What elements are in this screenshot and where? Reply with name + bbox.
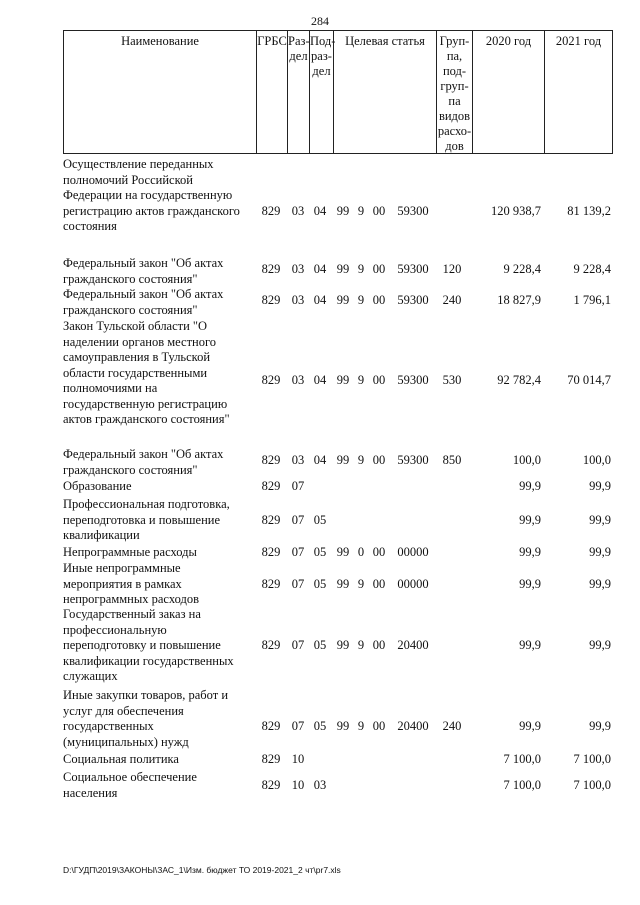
row-grbs: 829 bbox=[261, 719, 281, 733]
row-grbs: 829 bbox=[261, 577, 281, 591]
row-c4: 59300 bbox=[397, 204, 429, 218]
row-vr: 850 bbox=[442, 453, 462, 467]
row-pr: 04 bbox=[313, 293, 327, 307]
row-v2020: 99,9 bbox=[519, 513, 541, 527]
row-c2: 9 bbox=[357, 293, 365, 307]
row-name: Иные закупки товаров, работ и услуг для обеспечения государственных (муниципальных) нужд bbox=[63, 688, 229, 749]
row-c2: 9 bbox=[357, 373, 365, 387]
header-name-label: Наименование bbox=[121, 34, 199, 48]
row-pr: 03 bbox=[313, 778, 327, 792]
row-rz: 07 bbox=[291, 577, 305, 591]
header-2020-label: 2020 год bbox=[485, 34, 532, 48]
row-v2020: 99,9 bbox=[519, 479, 541, 493]
row-name: Закон Тульской области "О наделении органов местного самоуправления в Тульской области государственными полномочиями на государственную регистрацию актов гражданского состояния" bbox=[63, 319, 230, 426]
row-c4: 20400 bbox=[397, 719, 429, 733]
row-pr: 04 bbox=[313, 453, 327, 467]
row-rz: 07 bbox=[291, 719, 305, 733]
row-c1: 99 bbox=[336, 577, 350, 591]
row-name: Федеральный закон "Об актах гражданского состояния" bbox=[63, 447, 224, 477]
row-c1: 99 bbox=[336, 262, 350, 276]
row-v2021: 81 139,2 bbox=[567, 204, 611, 218]
row-name: Образование bbox=[63, 479, 132, 493]
row-v2021: 99,9 bbox=[589, 577, 611, 591]
row-v2020: 92 782,4 bbox=[497, 373, 541, 387]
row-rz: 10 bbox=[291, 778, 305, 792]
header-name bbox=[64, 31, 256, 153]
file-path-footer: D:\ГУДП\2019\ЗАКОНЫ\ЗАС_1\Изм. бюджет ТО 2019-2021_2 чт\pr7.xls bbox=[63, 865, 341, 875]
row-c3: 00 bbox=[372, 719, 386, 733]
row-c3: 00 bbox=[372, 453, 386, 467]
row-c3: 00 bbox=[372, 545, 386, 559]
row-rz: 10 bbox=[291, 752, 305, 766]
header-target-label: Целевая статья bbox=[345, 34, 425, 48]
row-c4: 00000 bbox=[397, 577, 429, 591]
row-v2021: 7 100,0 bbox=[573, 778, 611, 792]
row-c3: 00 bbox=[372, 638, 386, 652]
row-pr: 04 bbox=[313, 262, 327, 276]
row-rz: 03 bbox=[291, 204, 305, 218]
row-v2020: 99,9 bbox=[519, 545, 541, 559]
header-2021 bbox=[544, 31, 612, 153]
row-name: Социальная политика bbox=[63, 752, 179, 766]
row-pr: 05 bbox=[313, 577, 327, 591]
row-rz: 07 bbox=[291, 638, 305, 652]
row-c2: 0 bbox=[357, 545, 365, 559]
row-name: Профессиональная подготовка, переподготовка и повышение квалификации bbox=[63, 497, 230, 542]
row-c1: 99 bbox=[336, 638, 350, 652]
header-grbs bbox=[256, 31, 287, 153]
row-grbs: 829 bbox=[261, 453, 281, 467]
header-razdel bbox=[287, 31, 309, 153]
row-grbs: 829 bbox=[261, 479, 281, 493]
row-vr: 120 bbox=[442, 262, 462, 276]
row-grbs: 829 bbox=[261, 545, 281, 559]
row-c4: 59300 bbox=[397, 293, 429, 307]
row-c4: 20400 bbox=[397, 638, 429, 652]
row-v2021: 99,9 bbox=[589, 638, 611, 652]
row-v2021: 99,9 bbox=[589, 513, 611, 527]
row-c1: 99 bbox=[336, 545, 350, 559]
row-c2: 9 bbox=[357, 262, 365, 276]
row-v2021: 7 100,0 bbox=[573, 752, 611, 766]
row-v2021: 100,0 bbox=[582, 453, 611, 467]
row-grbs: 829 bbox=[261, 513, 281, 527]
row-rz: 03 bbox=[291, 373, 305, 387]
row-pr: 04 bbox=[313, 204, 327, 218]
header-podrazdel-label: Под- раз- дел bbox=[310, 34, 336, 78]
row-v2020: 100,0 bbox=[512, 453, 541, 467]
row-grbs: 829 bbox=[261, 778, 281, 792]
row-c2: 9 bbox=[357, 719, 365, 733]
row-v2020: 9 228,4 bbox=[503, 262, 541, 276]
row-pr: 05 bbox=[313, 719, 327, 733]
header-group-label: Груп- па, под- груп- па видов расхо- дов bbox=[437, 34, 472, 153]
row-pr: 05 bbox=[313, 513, 327, 527]
row-rz: 03 bbox=[291, 453, 305, 467]
row-c3: 00 bbox=[372, 293, 386, 307]
row-v2020: 18 827,9 bbox=[497, 293, 541, 307]
row-v2021: 70 014,7 bbox=[567, 373, 611, 387]
row-vr: 240 bbox=[442, 293, 462, 307]
row-name: Социальное обеспечение населения bbox=[63, 770, 197, 800]
row-c2: 9 bbox=[357, 204, 365, 218]
row-rz: 03 bbox=[291, 262, 305, 276]
row-c3: 00 bbox=[372, 262, 386, 276]
row-name: Осуществление переданных полномочий Российской Федерации на государственную регистрацию актов гражданского состояния bbox=[63, 157, 240, 233]
row-c4: 00000 bbox=[397, 545, 429, 559]
page-number: 284 bbox=[311, 14, 329, 28]
row-grbs: 829 bbox=[261, 373, 281, 387]
row-name: Иные непрограммные мероприятия в рамках непрограммных расходов bbox=[63, 561, 199, 606]
row-c4: 59300 bbox=[397, 262, 429, 276]
row-v2020: 7 100,0 bbox=[503, 778, 541, 792]
table-header bbox=[63, 30, 613, 154]
header-podrazdel bbox=[309, 31, 336, 153]
row-c2: 9 bbox=[357, 453, 365, 467]
row-v2020: 99,9 bbox=[519, 577, 541, 591]
row-c4: 59300 bbox=[397, 453, 429, 467]
row-vr: 530 bbox=[442, 373, 462, 387]
row-grbs: 829 bbox=[261, 752, 281, 766]
row-v2021: 9 228,4 bbox=[573, 262, 611, 276]
row-v2021: 99,9 bbox=[589, 479, 611, 493]
row-v2021: 1 796,1 bbox=[573, 293, 611, 307]
header-target bbox=[333, 31, 436, 153]
row-grbs: 829 bbox=[261, 638, 281, 652]
row-v2020: 120 938,7 bbox=[491, 204, 541, 218]
row-c2: 9 bbox=[357, 638, 365, 652]
row-rz: 07 bbox=[291, 479, 305, 493]
row-v2020: 7 100,0 bbox=[503, 752, 541, 766]
header-2021-label: 2021 год bbox=[555, 34, 602, 48]
row-rz: 07 bbox=[291, 545, 305, 559]
row-vr: 240 bbox=[442, 719, 462, 733]
row-c1: 99 bbox=[336, 293, 350, 307]
row-v2021: 99,9 bbox=[589, 719, 611, 733]
row-rz: 07 bbox=[291, 513, 305, 527]
row-c1: 99 bbox=[336, 719, 350, 733]
row-name: Федеральный закон "Об актах гражданского состояния" bbox=[63, 256, 224, 286]
row-c3: 00 bbox=[372, 373, 386, 387]
row-c1: 99 bbox=[336, 373, 350, 387]
row-name: Федеральный закон "Об актах гражданского состояния" bbox=[63, 287, 224, 317]
row-rz: 03 bbox=[291, 293, 305, 307]
row-v2020: 99,9 bbox=[519, 638, 541, 652]
row-grbs: 829 bbox=[261, 204, 281, 218]
header-grbs-label: ГРБС bbox=[257, 34, 287, 48]
row-v2020: 99,9 bbox=[519, 719, 541, 733]
header-razdel-label: Раз- дел bbox=[288, 34, 310, 63]
row-c1: 99 bbox=[336, 204, 350, 218]
row-pr: 05 bbox=[313, 638, 327, 652]
row-name: Непрограммные расходы bbox=[63, 545, 197, 559]
row-name: Государственный заказ на профессиональную переподготовку и повышение квалификации государственных служащих bbox=[63, 607, 234, 683]
row-c3: 00 bbox=[372, 577, 386, 591]
row-c3: 00 bbox=[372, 204, 386, 218]
header-group bbox=[436, 31, 472, 153]
row-c1: 99 bbox=[336, 453, 350, 467]
header-2020 bbox=[472, 31, 544, 153]
row-pr: 04 bbox=[313, 373, 327, 387]
row-pr: 05 bbox=[313, 545, 327, 559]
row-grbs: 829 bbox=[261, 293, 281, 307]
row-c2: 9 bbox=[357, 577, 365, 591]
row-c4: 59300 bbox=[397, 373, 429, 387]
row-v2021: 99,9 bbox=[589, 545, 611, 559]
row-grbs: 829 bbox=[261, 262, 281, 276]
